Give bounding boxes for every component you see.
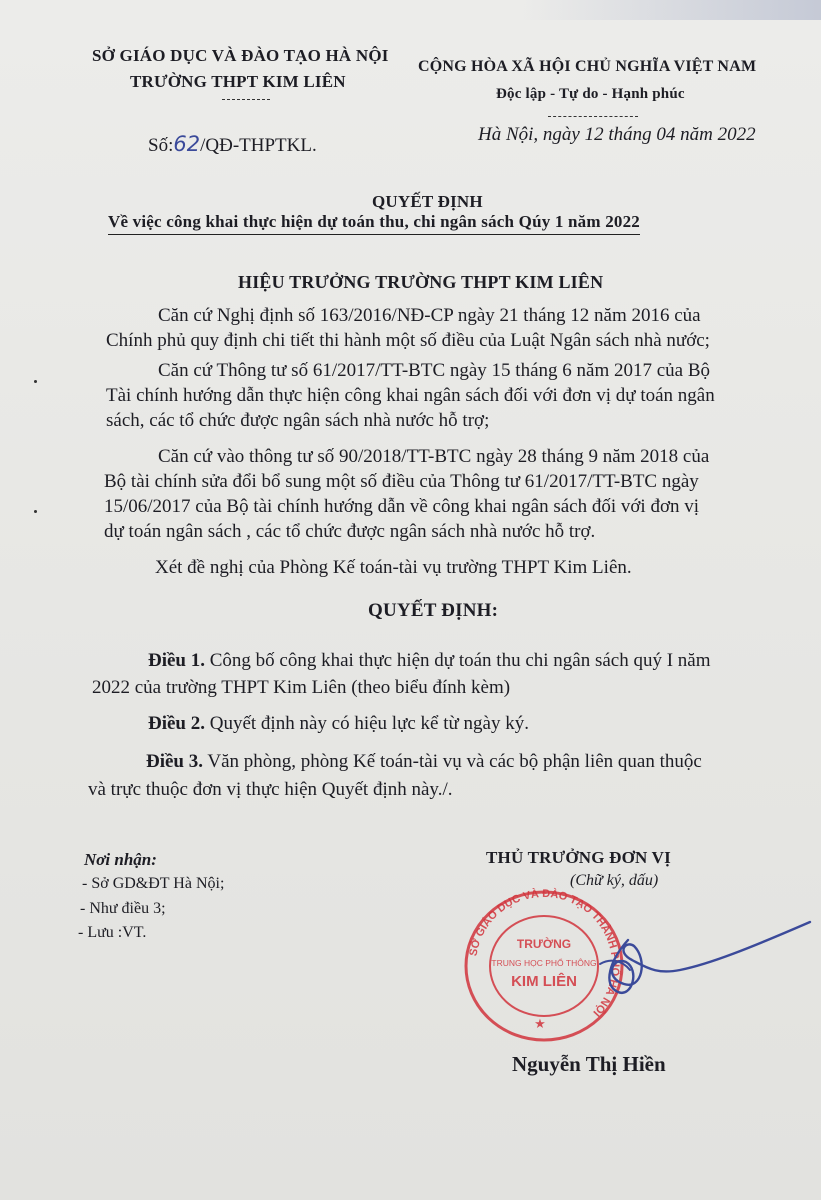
recipient-item: - Sở GD&ĐT Hà Nội; — [82, 875, 225, 892]
number-suffix: /QĐ-THPTKL. — [200, 135, 317, 156]
article-3-label: Điều 3. — [146, 751, 203, 772]
article-1-line-1 — [148, 650, 711, 672]
decision-heading: QUYẾT ĐỊNH: — [368, 600, 499, 621]
top-shadow — [521, 0, 821, 20]
preamble-1-line-2: Chính phủ quy định chi tiết thi hành một số điều của Luật Ngân sách nhà nước; — [106, 330, 710, 351]
seal-line-1: TRƯỜNG — [516, 937, 572, 951]
document-title: QUYẾT ĐỊNH — [372, 192, 483, 211]
recipient-item: - Lưu :VT. — [78, 924, 147, 941]
article-1-line-2: 2022 của trường THPT Kim Liên (theo biểu đính kèm) — [92, 677, 511, 698]
article-1-label: Điều 1. — [148, 650, 205, 671]
seal-line-2: TRUNG HỌC PHỔ THÔNG — [491, 958, 597, 968]
header-divider-right — [548, 116, 638, 117]
signer-title: THỦ TRƯỞNG ĐƠN VỊ — [486, 848, 671, 867]
preamble-3-line-4: dự toán ngân sách , các tổ chức được ngân sách nhà nước hỗ trợ. — [104, 521, 596, 542]
school-name: TRƯỜNG THPT KIM LIÊN — [130, 72, 346, 91]
place-date: Hà Nội, ngày 12 tháng 04 năm 2022 — [478, 124, 756, 145]
signer-name: Nguyễn Thị Hiền — [512, 1052, 666, 1076]
seal-line-3: KIM LIÊN — [511, 973, 577, 990]
preamble-3-line-1: Căn cứ vào thông tư số 90/2018/TT-BTC ngày 28 tháng 9 năm 2018 của — [158, 446, 710, 467]
document-subject — [108, 212, 640, 232]
preamble-4: Xét đề nghị của Phòng Kế toán-tài vụ trường THPT Kim Liên. — [155, 557, 632, 578]
preamble-3-line-2: Bộ tài chính sửa đổi bổ sung một số điều của Thông tư 61/2017/TT-BTC ngày — [104, 471, 699, 492]
article-3-line-1 — [146, 751, 702, 773]
preamble-1-line-1: Căn cứ Nghị định số 163/2016/NĐ-CP ngày 21 tháng 12 năm 2016 của — [158, 305, 701, 326]
handwritten-signature — [540, 900, 820, 1010]
preamble-2-line-3: sách, các tổ chức được ngân sách nhà nước hỗ trợ; — [106, 410, 490, 431]
handwritten-number: 62 — [173, 132, 201, 156]
recipient-item: - Như điều 3; — [80, 900, 166, 917]
country-name: CỘNG HÒA XÃ HỘI CHỦ NGHĨA VIỆT NAM — [418, 58, 757, 75]
department-name: SỞ GIÁO DỤC VÀ ĐÀO TẠO HÀ NỘI — [92, 46, 389, 65]
preamble-2-line-1: Căn cứ Thông tư số 61/2017/TT-BTC ngày 15 tháng 6 năm 2017 của Bộ — [158, 360, 711, 381]
national-motto: Độc lập - Tự do - Hạnh phúc — [496, 86, 685, 102]
signature-note: (Chữ ký, dấu) — [570, 872, 659, 889]
article-3-line-2: và trực thuộc đơn vị thực hiện Quyết định này./. — [88, 779, 453, 800]
seal-star-icon: ★ — [534, 1017, 546, 1032]
number-prefix: Số: — [148, 135, 174, 156]
margin-mark — [34, 510, 37, 513]
preamble-2-line-2: Tài chính hướng dẫn thực hiện công khai ngân sách đối với đơn vị dự toán ngân — [106, 385, 715, 406]
header-divider-left — [222, 99, 270, 100]
document-number — [148, 132, 317, 157]
seal-ring-text: SỞ GIÁO DỤC VÀ ĐÀO TẠO THÀNH PHỐ HÀ NỘI — [467, 887, 622, 1019]
margin-mark — [34, 380, 37, 383]
article-2-text: Quyết định này có hiệu lực kể từ ngày ký. — [205, 713, 529, 734]
subject-text: Về việc công khai thực hiện dự toán thu, chi ngân sách Qúy 1 năm 2022 — [108, 212, 640, 235]
recipients-label: Nơi nhận: — [84, 850, 157, 869]
article-2-label: Điều 2. — [148, 713, 205, 734]
article-1-text: Công bố công khai thực hiện dự toán thu chi ngân sách quý I năm — [205, 650, 711, 671]
issuing-authority: HIỆU TRƯỞNG TRƯỜNG THPT KIM LIÊN — [238, 272, 604, 292]
article-2 — [148, 713, 529, 735]
article-3-text: Văn phòng, phòng Kế toán-tài vụ và các bộ phận liên quan thuộc — [203, 751, 702, 772]
preamble-3-line-3: 15/06/2017 của Bộ tài chính hướng dẫn về công khai ngân sách đối với đơn vị — [104, 496, 700, 517]
